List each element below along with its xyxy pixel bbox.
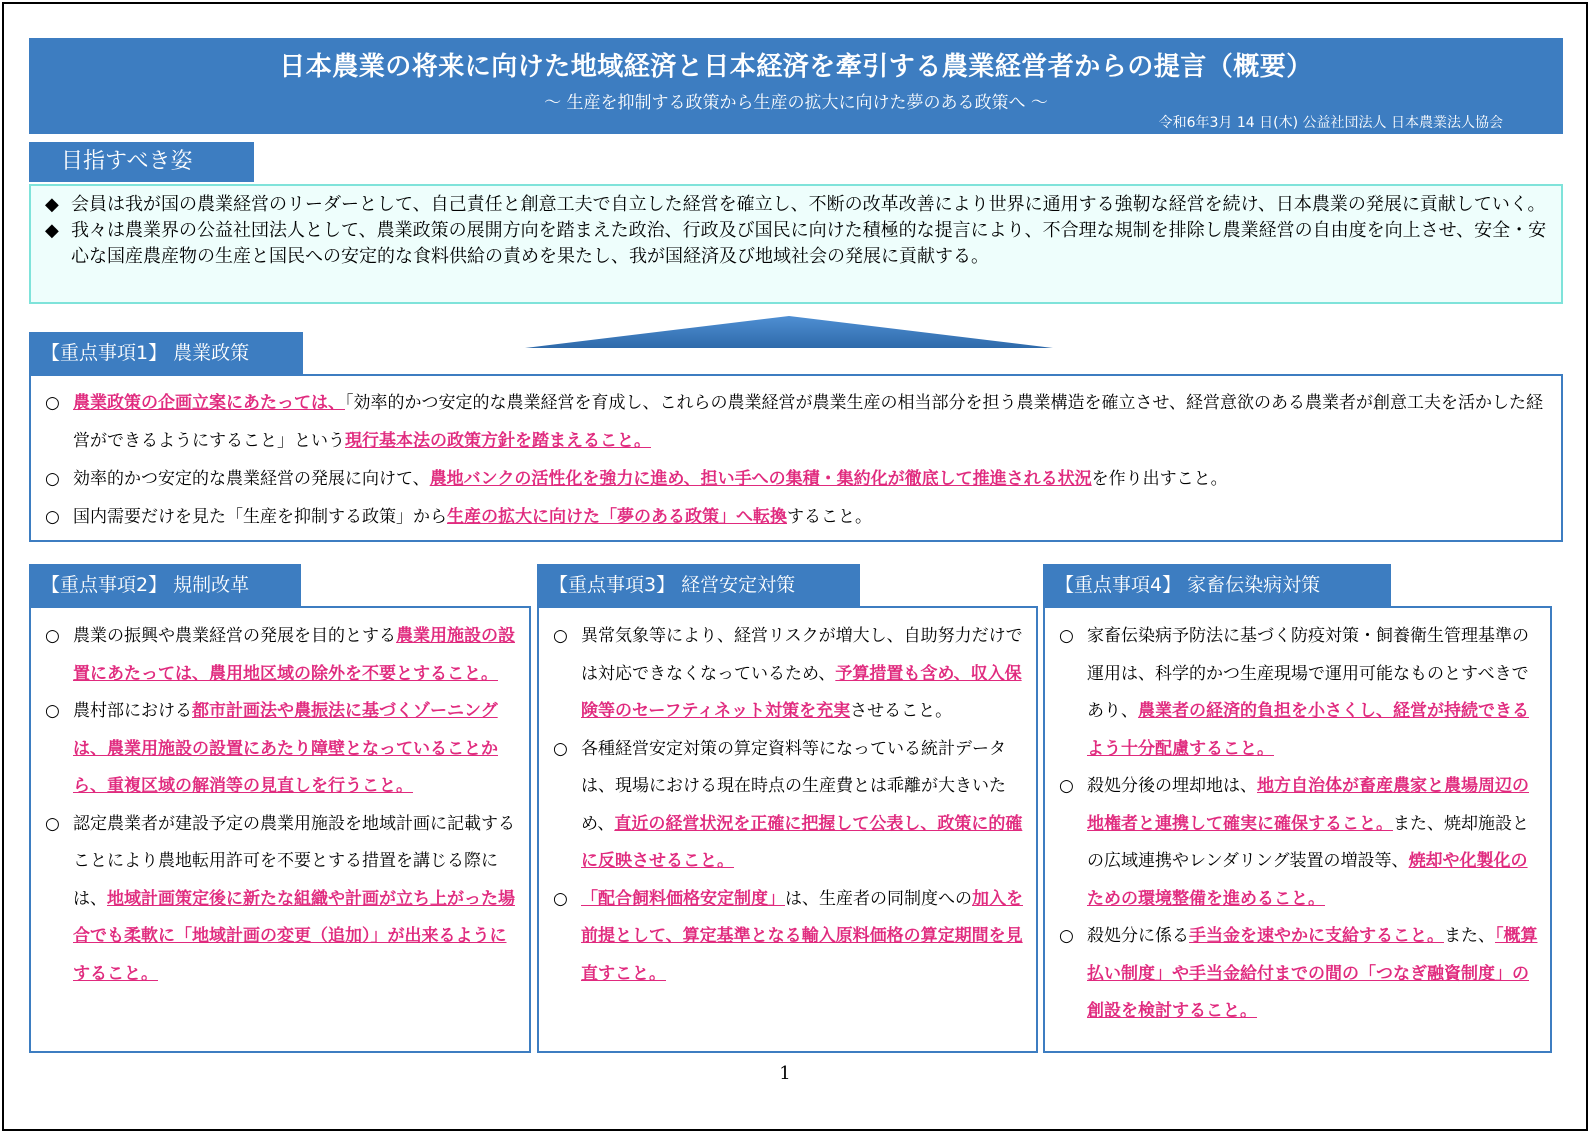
- plain-text: また、焼却施設との広域連携やレンダリング装置の増設等、: [1087, 813, 1529, 871]
- plain-text: させること。: [850, 701, 953, 721]
- priority-1-box: [29, 374, 1563, 542]
- item-text: [1087, 918, 1540, 1031]
- circle-bullet-icon: ○: [45, 393, 60, 413]
- circle-bullet-icon: ○: [45, 507, 60, 527]
- highlight-text: 「概算払い制度」や手当金給付までの間の「つなぎ融資制度」の創設を検討すること。: [1087, 926, 1538, 1021]
- highlight-text: 地方自治体が畜産農家と農場周辺の地権者と連携して確実に確保すること。: [1087, 776, 1529, 834]
- plain-text: 認定農業者が建設予定の農業用施設を地域計画に記載することにより農地転用許可を不要とする措置を講じる際には、: [73, 813, 515, 909]
- list-item: [1059, 768, 1540, 918]
- circle-bullet-icon: ○: [1059, 776, 1074, 796]
- highlight-text: 農業者の経済的負担を小さくし、経営が持続できるよう十分配慮すること。: [1087, 701, 1529, 759]
- circle-bullet-icon: ○: [1059, 626, 1074, 646]
- priority-3-tab: 【重点事項3】 経営安定対策: [537, 564, 860, 606]
- item-text: [73, 498, 872, 536]
- list-item: [45, 693, 519, 806]
- list-item: [1059, 618, 1540, 768]
- goal-text: 我々は農業界の公益社団法人として、農業政策の展開方向を踏まえた政治、行政及び国民に向けた積極的な提言により、不合理な規制を排除し農業経営の自由度を向上させ、安全・安心な国産農産物の生産と国民への安定的な食料供給の責めを果たし、我が国経済及び地域社会の発展に貢献する。: [71, 220, 1547, 267]
- plain-text: 国内需要だけを見た「生産を抑制する政策」から: [73, 507, 447, 527]
- plain-text: 効率的かつ安定的な農業経営の発展に向けて、: [73, 469, 430, 489]
- priority-2-box: [29, 606, 531, 1053]
- highlight-text: 農地バンクの活性化を強力に進め、担い手への集積・集約化が徹底して推進される状況: [429, 469, 1092, 489]
- plain-text: を作り出すこと。: [1091, 469, 1228, 489]
- up-arrow-icon: [525, 316, 1053, 350]
- circle-bullet-icon: ○: [553, 888, 568, 909]
- highlight-text: 手当金を速やかに支給すること。: [1189, 926, 1444, 946]
- plain-text: は、生産者の同制度への: [785, 888, 972, 909]
- diamond-bullet-icon: ◆: [45, 220, 59, 241]
- circle-bullet-icon: ○: [553, 626, 568, 646]
- item-text: [73, 693, 519, 806]
- item-text: [581, 618, 1026, 731]
- list-item: [45, 498, 1549, 536]
- plain-text: 「効率的かつ安定的な農業経営を育成し、これらの農業経営が農業生産の相当部分を担う農業構造を確立させ、経営意欲のある農業者が創意工夫を活かした経営ができるようにすること」という: [73, 393, 1543, 451]
- page-title: 日本農業の将来に向けた地域経済と日本経済を牽引する農業経営者からの提言（概要）: [279, 52, 1313, 82]
- priority-1-tab: 【重点事項1】 農業政策: [29, 332, 303, 374]
- list-item: [553, 731, 1026, 881]
- item-text: [73, 460, 1228, 498]
- priority-4-box: [1043, 606, 1552, 1053]
- item-text: [73, 806, 519, 994]
- header-banner: [29, 38, 1563, 134]
- list-item: [553, 881, 1026, 994]
- circle-bullet-icon: ○: [45, 813, 60, 834]
- item-text: [581, 881, 1026, 994]
- highlight-text: 地域計画策定後に新たな組織や計画が立ち上がった場合でも柔軟に「地域計画の変更（追加）」が出来るようにすること。: [73, 888, 515, 984]
- plain-text: 家畜伝染病予防法に基づく防疫対策・飼養衛生管理基準の運用は、科学的かつ生産現場で運用可能なものとすべきであり、: [1087, 626, 1529, 721]
- goal-text: 会員は我が国の農業経営のリーダーとして、自己責任と創意工夫で自立した経営を確立し、不断の改革改善により世界に通用する強靭な経営を続け、日本農業の発展に貢献していく。: [71, 194, 1546, 215]
- plain-text: また、: [1444, 926, 1495, 946]
- plain-text: 異常気象等により、経営リスクが増大し、自助努力だけでは対応できなくなっているため、: [581, 626, 1023, 684]
- plain-text: 農村部における: [73, 701, 192, 721]
- goal-item: [45, 192, 1549, 218]
- item-text: [73, 384, 1549, 460]
- page-number: 1: [779, 1063, 791, 1084]
- plain-text: すること。: [787, 507, 872, 527]
- list-item: [45, 460, 1549, 498]
- highlight-text: 焼却や化製化のための環境整備を進めること。: [1087, 851, 1528, 909]
- plain-text: 農業の振興や農業経営の発展を目的とする: [73, 626, 396, 646]
- highlight-text: 「配合飼料価格安定制度」: [581, 888, 785, 909]
- highlight-text: 現行基本法の政策方針を踏まえること。: [345, 431, 651, 451]
- goal-item: [45, 218, 1549, 270]
- circle-bullet-icon: ○: [45, 626, 60, 646]
- item-text: [73, 618, 519, 693]
- plain-text: 殺処分に係る: [1087, 926, 1189, 946]
- highlight-text: 農業用施設の設置にあたっては、農用地区域の除外を不要とすること。: [73, 626, 515, 684]
- highlight-text: 加入を前提として、算定基準となる輸入原料価格の算定期間を見直すこと。: [581, 888, 1023, 984]
- list-item: [45, 384, 1549, 460]
- highlight-text: 農業政策の企画立案にあたっては、: [73, 393, 345, 413]
- circle-bullet-icon: ○: [45, 469, 60, 489]
- list-item: [1059, 918, 1540, 1031]
- circle-bullet-icon: ○: [1059, 926, 1074, 946]
- list-item: [45, 618, 519, 693]
- priority-2-tab: 【重点事項2】 規制改革: [29, 564, 301, 606]
- goal-tab: 目指すべき姿: [29, 142, 254, 182]
- list-item: [45, 806, 519, 994]
- highlight-text: 直近の経営状況を正確に把握して公表し、政策に的確に反映させること。: [581, 813, 1023, 871]
- highlight-text: 予算措置も含め、収入保険等のセーフティネット対策を充実: [581, 663, 1022, 721]
- item-text: [1087, 618, 1540, 768]
- item-text: [1087, 768, 1540, 918]
- item-text: [581, 731, 1026, 881]
- priority-4-tab: 【重点事項4】 家畜伝染病対策: [1043, 564, 1391, 606]
- circle-bullet-icon: ○: [45, 701, 60, 721]
- goal-box: [29, 184, 1563, 304]
- highlight-text: 生産の拡大に向けた「夢のある政策」へ転換: [447, 507, 787, 527]
- priority-3-box: [537, 606, 1038, 1053]
- date-organization: 令和6年3月 14 日(木) 公益社団法人 日本農業法人協会: [1158, 115, 1503, 131]
- highlight-text: 都市計画法や農振法に基づくゾーニングは、農業用施設の設置にあたり障壁となっていることから、重複区域の解消等の見直しを行うこと。: [73, 701, 498, 796]
- plain-text: 各種経営安定対策の算定資料等になっている統計データは、現場における現在時点の生産費とは乖離が大きいため、: [581, 738, 1006, 834]
- diamond-bullet-icon: ◆: [45, 194, 59, 215]
- plain-text: 殺処分後の埋却地は、: [1087, 776, 1257, 796]
- circle-bullet-icon: ○: [553, 738, 568, 759]
- page-subtitle: ～ 生産を抑制する政策から生産の拡大に向けた夢のある政策へ ～: [544, 93, 1048, 113]
- list-item: [553, 618, 1026, 731]
